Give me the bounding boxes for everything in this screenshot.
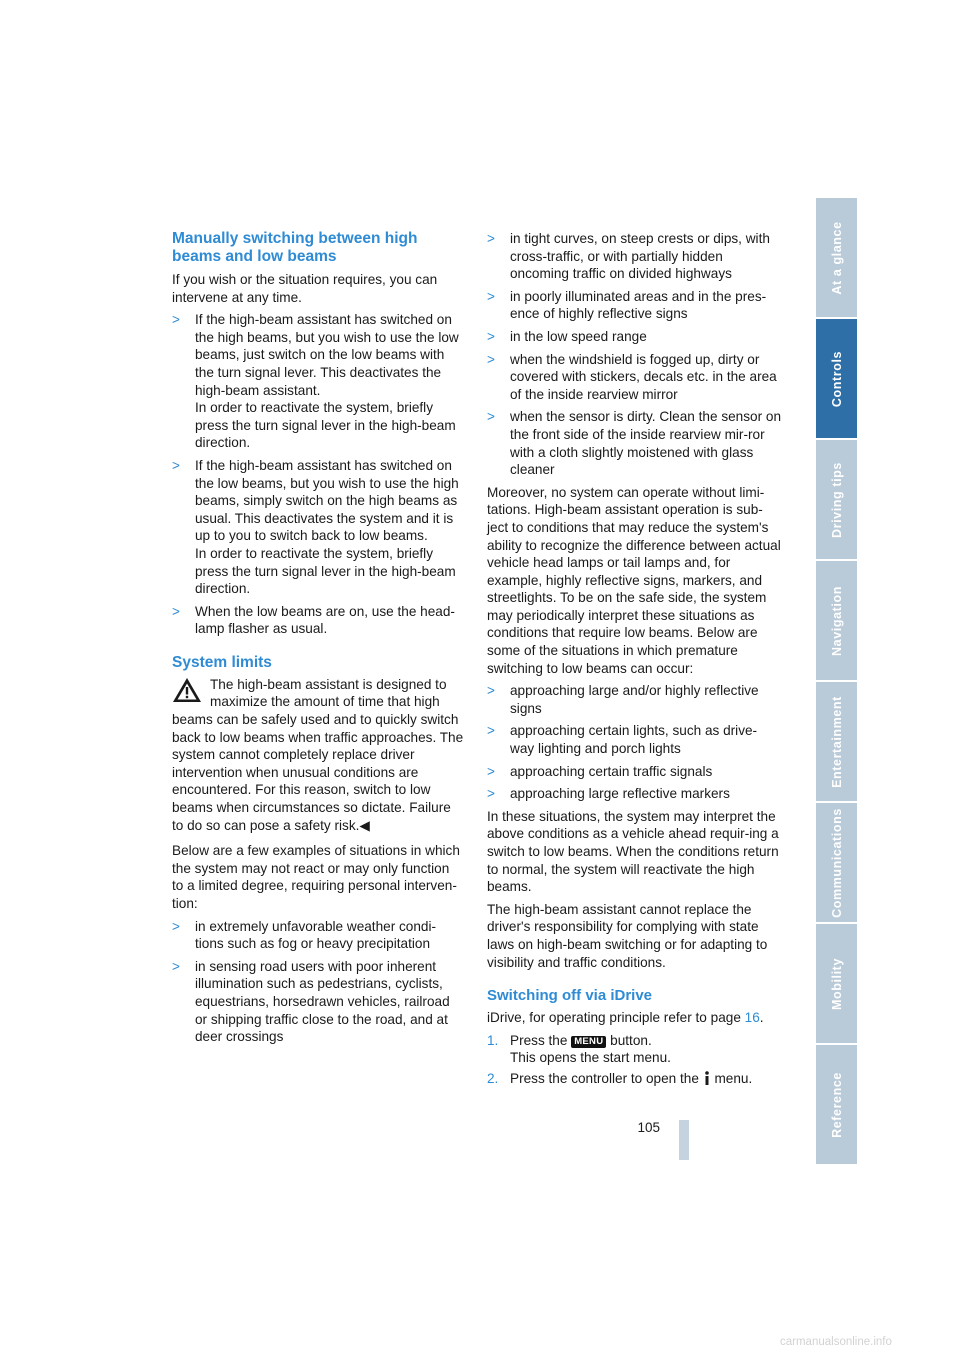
bullet-marker: >: [172, 312, 180, 328]
tab-driving-tips[interactable]: Driving tips: [816, 440, 857, 559]
tab-mobility[interactable]: Mobility: [816, 924, 857, 1043]
info-icon: [703, 1071, 711, 1085]
tab-communications[interactable]: Communications: [816, 803, 857, 922]
list-item: > in the low speed range: [487, 328, 647, 344]
watermark: carmanualsonline.info: [780, 1336, 892, 1348]
bullet-marker: >: [487, 351, 495, 367]
list-item: > When the low beams are on, use the head-lamp flasher as usual.: [172, 603, 455, 637]
bullet-marker: >: [487, 288, 495, 304]
chapter-tabs: [816, 198, 857, 1166]
page-number: 105: [637, 1120, 660, 1135]
section-heading-switching-off: Switching off via iDrive: [487, 987, 653, 1005]
list-item: > in poorly illuminated areas and in the pres-ence of highly reflective signs: [487, 288, 767, 322]
list-item: > in extremely unfavorable weather condi-tions such as fog or heavy precipitation: [172, 918, 437, 952]
list-item: > If the high-beam assistant has switched on the low beams, but you wish to use the high beams, simply switch on the high beams as usual. This deactivates the system and it is up to you to switch back to low beams. In order to reactivate the system, briefly press the turn signal lever in the high-beam direction.: [172, 457, 459, 597]
intro-paragraph: If you wish or the situation requires, you can intervene at any time.: [172, 272, 438, 305]
interpret-paragraph: In these situations, the system may interpret the above conditions as a vehicle ahead requir-ing a switch to low beams. When the conditions return to normal, the system will reactivate the high beams.: [487, 808, 779, 895]
bullet-marker: >: [487, 683, 495, 699]
menu-button-icon: MENU: [571, 1036, 606, 1048]
bullet-marker: >: [172, 958, 180, 974]
end-mark: ◀: [359, 817, 370, 833]
situations-paragraph: Below are a few examples of situations in which the system may not react or may only function to a limited degree, requiring personal interven-tion:: [172, 843, 460, 911]
list-item: > when the sensor is dirty. Clean the sensor on the front side of the inside rearview mir-ror with a cloth slightly moistened with glass cleaner: [487, 409, 782, 478]
responsibility-paragraph: The high-beam assistant cannot replace the driver's responsibility for complying with state laws on high-beam switching or for adapting to visibility and traffic conditions.: [487, 901, 768, 970]
list-item: > approaching certain traffic signals: [487, 763, 713, 779]
warning-notice: The high-beam assistant is designed to maximize the amount of time that high beams can be safely used and to quickly switch back to low beams when traffic approaches. The system cannot completely replace driver intervention when unusual conditions are encountered. For this reason, switch to low beams when circumstances so dictate. Failure to do so can pose a safety risk.◀: [172, 676, 464, 833]
bullet-marker: >: [487, 231, 495, 246]
bullet-marker: >: [172, 603, 180, 619]
tab-controls[interactable]: Controls: [816, 319, 857, 438]
list-item: > in sensing road users with poor inherent illumination such as pedestrians, cyclists, equestrians, horsedrawn vehicles, railroad or shipping traffic close to the road, and at deer crossings: [172, 958, 450, 1045]
tab-navigation[interactable]: Navigation: [816, 561, 857, 680]
bullet-marker: >: [172, 918, 180, 934]
page-number-bar: [679, 1120, 689, 1160]
bullet-marker: >: [487, 409, 495, 425]
step-number: 2.: [487, 1070, 499, 1086]
step-number: 1.: [487, 1032, 499, 1048]
step-item: 2. Press the controller to open the menu.: [487, 1070, 753, 1086]
list-item: > when the windshield is fogged up, dirty or covered with stickers, decals etc. in the area of the inside rearview mirror: [487, 351, 777, 402]
right-column: [487, 230, 781, 1091]
list-item: > approaching large and/or highly reflective signs: [487, 683, 759, 716]
list-item: > approaching large reflective markers: [487, 786, 730, 802]
section-heading-system-limits: System limits: [172, 653, 272, 671]
limitations-paragraph: Moreover, no system can operate without limi-tations. High-beam assistant operation is sub-ject to conditions that may reduce the system's ability to recognize the difference between actual vehicle head lamps or tail lamps and, for example, highly reflective signs, markers, and streetlights. To be on the safe side, the system may periodically interpret these situations as conditions that require low beams. Below are some of the situations in which premature switching to low beams can occur:: [487, 484, 781, 676]
bullet-marker: >: [487, 328, 495, 344]
step-item: 1. Press the MENU button. This opens the start menu.: [487, 1032, 671, 1066]
bullet-marker: >: [487, 786, 495, 802]
page-link[interactable]: 16: [744, 1010, 760, 1026]
tab-entertainment[interactable]: Entertainment: [816, 682, 857, 801]
bullet-marker: >: [487, 723, 495, 739]
tab-reference[interactable]: Reference: [816, 1045, 857, 1164]
idrive-reference: iDrive, for operating principle refer to page 16.: [487, 1010, 764, 1026]
section-heading-manual-switching: Manually switching between high beams and low beams: [172, 230, 418, 265]
warning-triangle-icon: [172, 677, 202, 703]
bullet-marker: >: [172, 457, 180, 473]
list-item: > in tight curves, on steep crests or dips, with cross-traffic, or with partially hidden oncoming traffic on divided highways: [487, 231, 770, 282]
tab-at-a-glance[interactable]: At a glance: [816, 198, 857, 317]
left-column: [172, 230, 464, 1051]
list-item: > If the high-beam assistant has switched on the high beams, but you wish to use the low beams, just switch on the low beams with the turn signal lever. This deactivates the high-beam assistant. In order to reactivate the system, briefly press the turn signal lever in the high-beam direction.: [172, 312, 459, 451]
list-item: > approaching certain lights, such as drive-way lighting and porch lights: [487, 723, 758, 757]
bullet-marker: >: [487, 763, 495, 779]
